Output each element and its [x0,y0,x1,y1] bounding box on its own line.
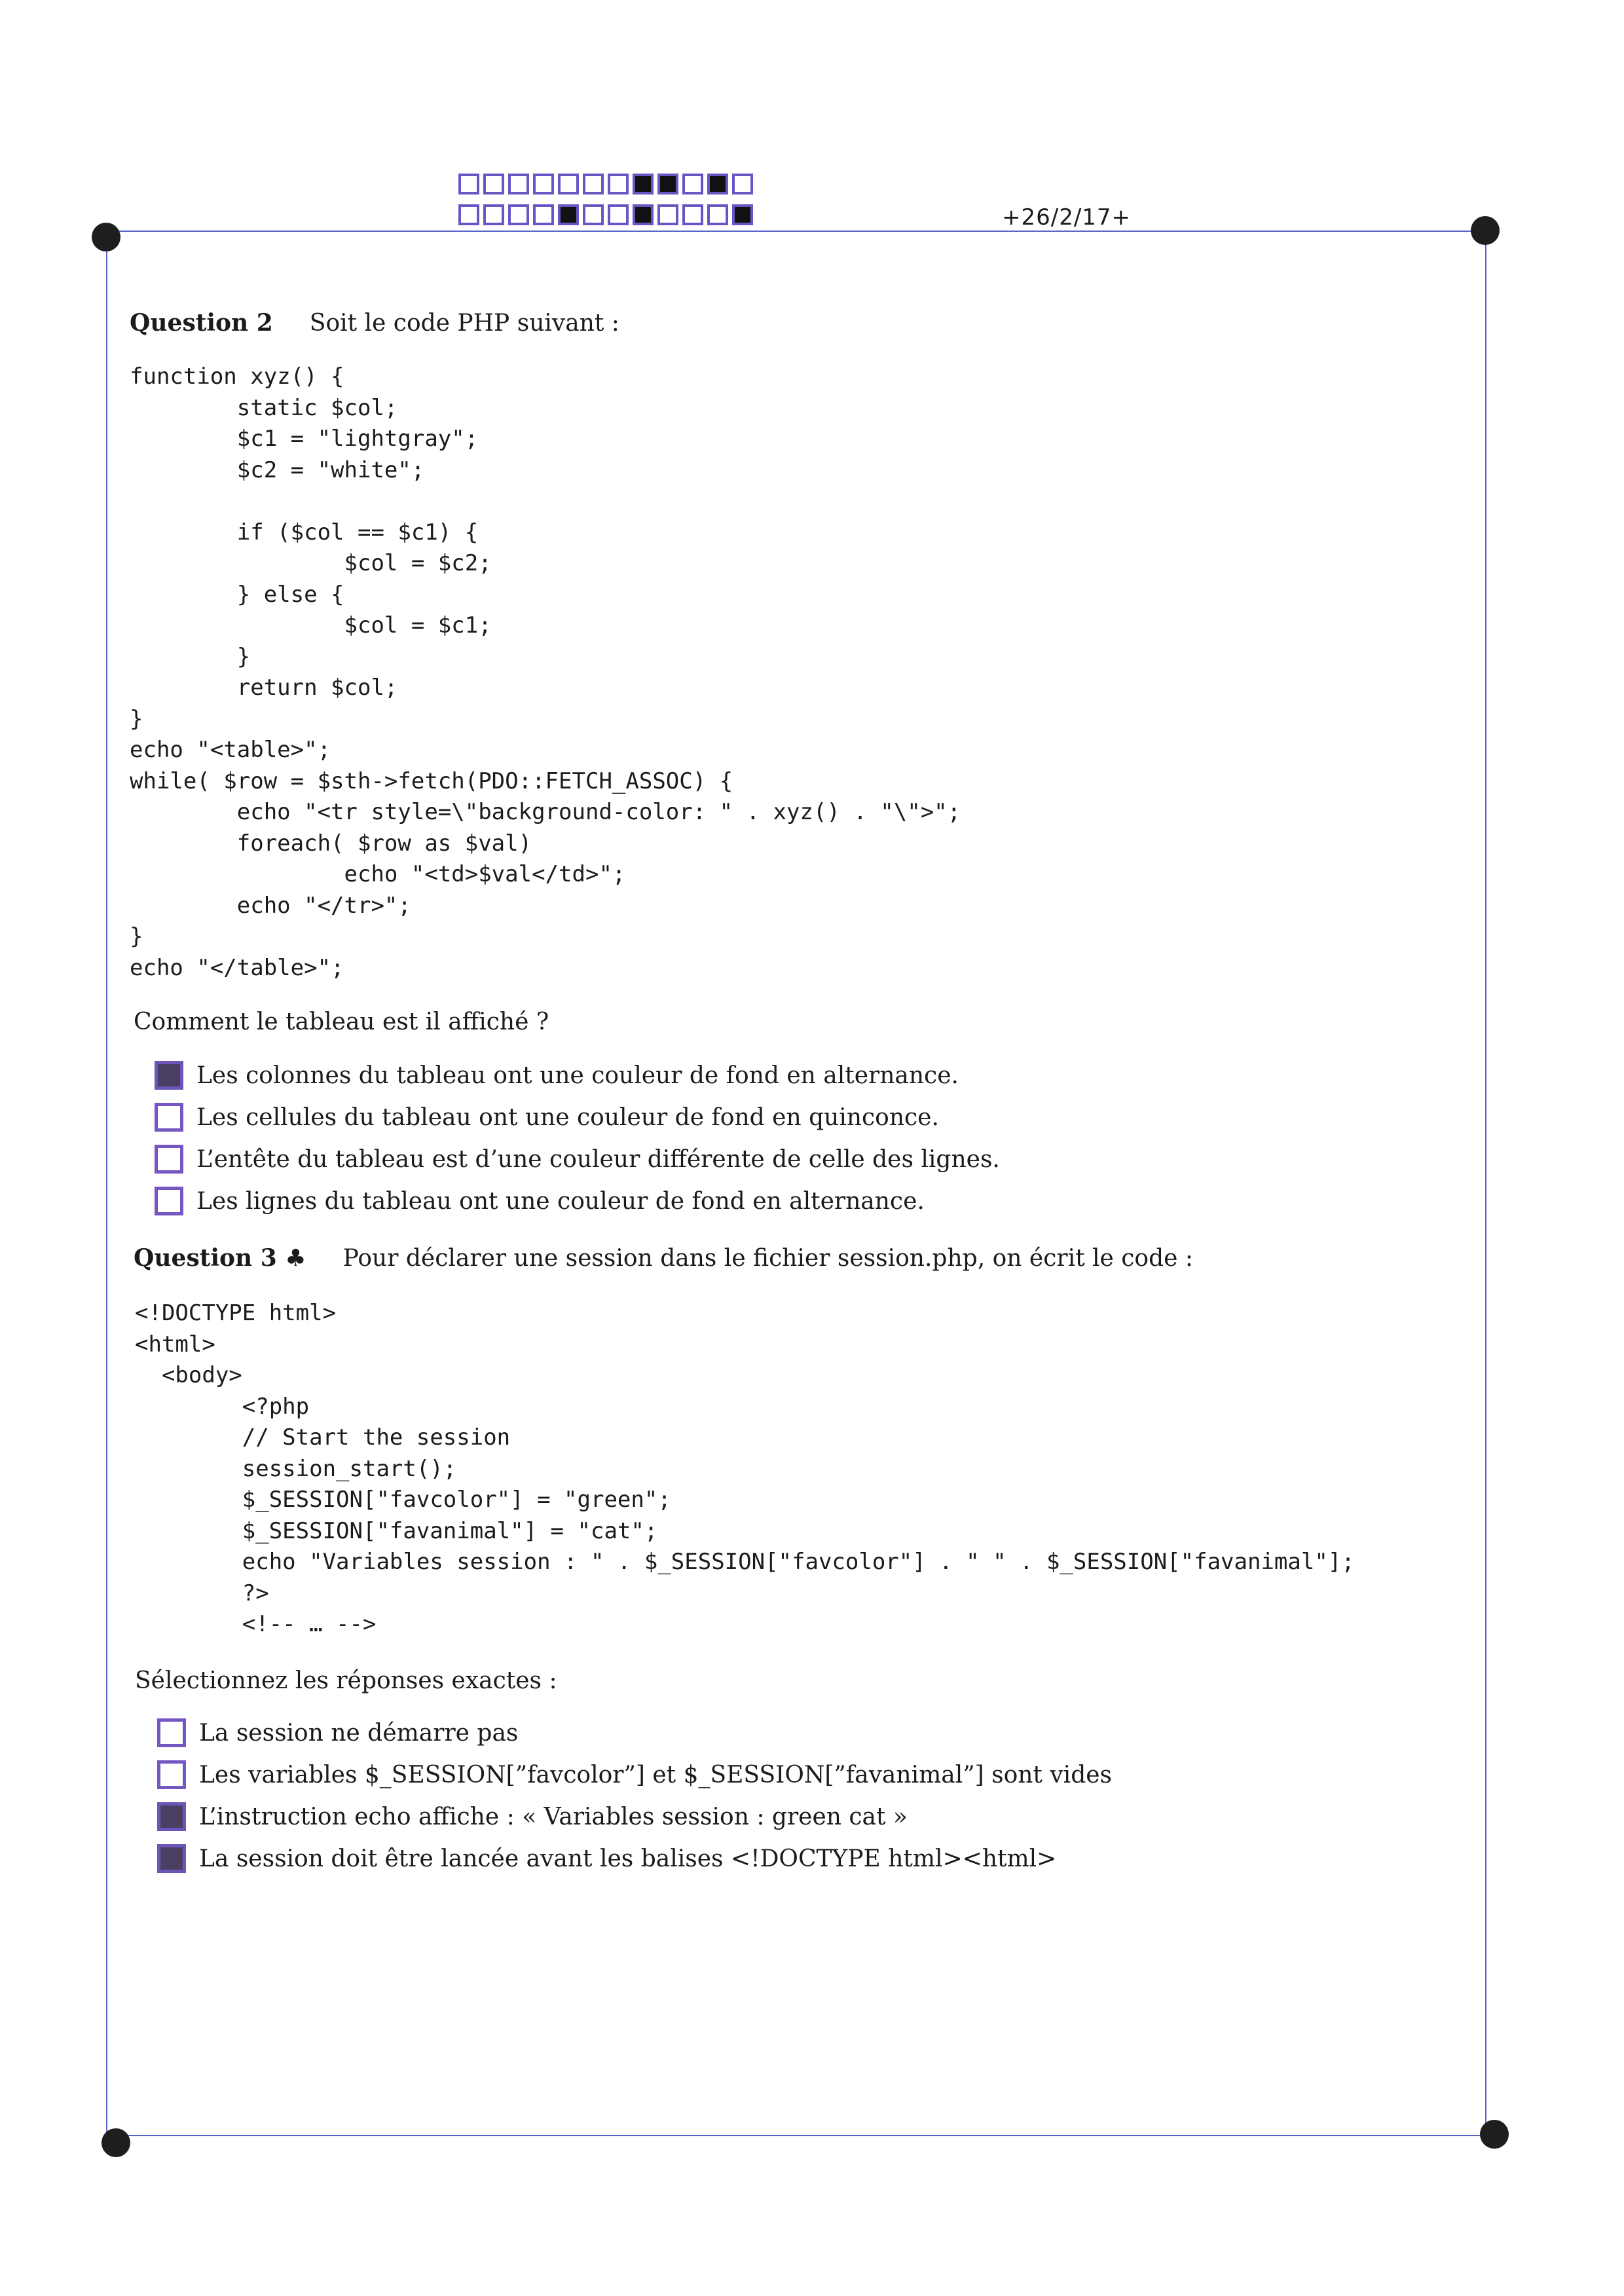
id-code-cell [533,204,554,225]
id-code-cell [707,174,728,194]
id-code-cell [533,174,554,194]
id-code-cell [583,174,604,194]
q3-answer-1[interactable] [157,1718,518,1747]
id-code-cell [657,204,678,225]
q3-answer-2[interactable] [157,1760,1112,1789]
id-code-cell [458,174,479,194]
id-code-cell [657,174,678,194]
corner-mark-top-left [92,223,120,251]
q2-answer-2[interactable] [155,1103,939,1132]
id-code-cell [608,174,629,194]
q3-answer-1-label: La session ne démarre pas [199,1719,519,1747]
q3-answer-3-label: L’instruction echo affiche : « Variables session : green cat » [199,1803,908,1830]
id-code-cell [508,174,529,194]
id-code-cell [608,204,629,225]
q2-answer-1[interactable] [155,1061,959,1090]
q2-answer-2-label: Les cellules du tableau ont une couleur de fond en quinconce. [196,1103,939,1131]
q3-answer-3[interactable] [157,1802,908,1831]
id-code-cell [682,204,703,225]
id-code-cell [633,174,654,194]
q2-answer-4[interactable] [155,1187,925,1215]
q2-answer-3-checkbox[interactable] [155,1145,183,1174]
q3-answer-4-label: La session doit être lancée avant les balises <!DOCTYPE html><html> [199,1845,1057,1872]
question-3-prompt: Sélectionnez les réponses exactes : [135,1667,557,1694]
corner-mark-bottom-right [1480,2120,1509,2149]
id-code-cell [483,174,504,194]
id-code-cell [558,204,579,225]
id-code-cell [633,204,654,225]
question-2-text: Soit le code PHP suivant : [309,310,619,337]
id-code-row-2 [458,204,757,225]
q3-answer-4[interactable] [157,1844,1056,1873]
question-3-header [134,1244,1193,1272]
page-id: +26/2/17+ [1002,204,1132,231]
corner-mark-bottom-left [101,2128,130,2157]
id-code-cell [483,204,504,225]
id-code-cell [732,174,753,194]
q3-answer-3-checkbox[interactable] [157,1802,186,1831]
question-3-code: <!DOCTYPE html> <html> <body> <?php // Start the session session_start(); $_SESSION["favcolor"] = "green"; $_SESSION["favanimal"] = "cat"; echo "Variables session : " . $_SESSION["favcolor"] . " " . $_SESSION["favanimal"]; ?> <!-- … --> [135,1300,1355,1637]
q2-answer-3-label: L’entête du tableau est d’une couleur différente de celle des lignes. [196,1145,1000,1173]
id-code-cell [732,204,753,225]
q3-answer-4-checkbox[interactable] [157,1844,186,1873]
q2-answer-4-checkbox[interactable] [155,1187,183,1215]
question-2-code: function xyz() { static $col; $c1 = "lightgray"; $c2 = "white"; if ($col == $c1) { $col = $c2; } else { $col = $c1; } return $col; } echo "<table>"; while( $row = $sth->fetch(PDO::FETCH_ASSOC) { echo "<tr style=\"background-color: " . xyz() . "\">"; foreach( $row as $val) echo "<td>$val</td>"; echo "</tr>"; } echo "</table>"; [130,363,961,981]
q2-answer-2-checkbox[interactable] [155,1103,183,1132]
frame-left [106,236,107,2145]
q3-answer-2-checkbox[interactable] [157,1760,186,1789]
id-code-cell [682,174,703,194]
id-code-cell [583,204,604,225]
q3-answer-1-checkbox[interactable] [157,1718,186,1747]
id-code-cell [558,174,579,194]
id-code-cell [707,204,728,225]
frame-top [105,231,1486,232]
frame-right [1485,229,1486,2135]
corner-mark-top-right [1471,216,1500,245]
id-code-cell [508,204,529,225]
question-3-label: Question 3 ♣ [134,1244,306,1272]
question-3-text: Pour déclarer une session dans le fichier session.php, on écrit le code : [342,1245,1194,1272]
q2-answer-1-checkbox[interactable] [155,1061,183,1090]
frame-bottom [115,2135,1497,2136]
q3-answer-2-label: Les variables $_SESSION[”favcolor”] et $_SESSION[”favanimal”] sont vides [199,1761,1113,1788]
question-2-label: Question 2 [130,309,273,337]
question-2-prompt: Comment le tableau est il affiché ? [134,1009,549,1035]
id-code-cell [458,204,479,225]
question-2-header [130,309,619,337]
q2-answer-1-label: Les colonnes du tableau ont une couleur de fond en alternance. [196,1062,959,1089]
q2-answer-4-label: Les lignes du tableau ont une couleur de fond en alternance. [196,1187,925,1215]
id-code-row-1 [458,174,757,194]
q2-answer-3[interactable] [155,1145,1000,1174]
